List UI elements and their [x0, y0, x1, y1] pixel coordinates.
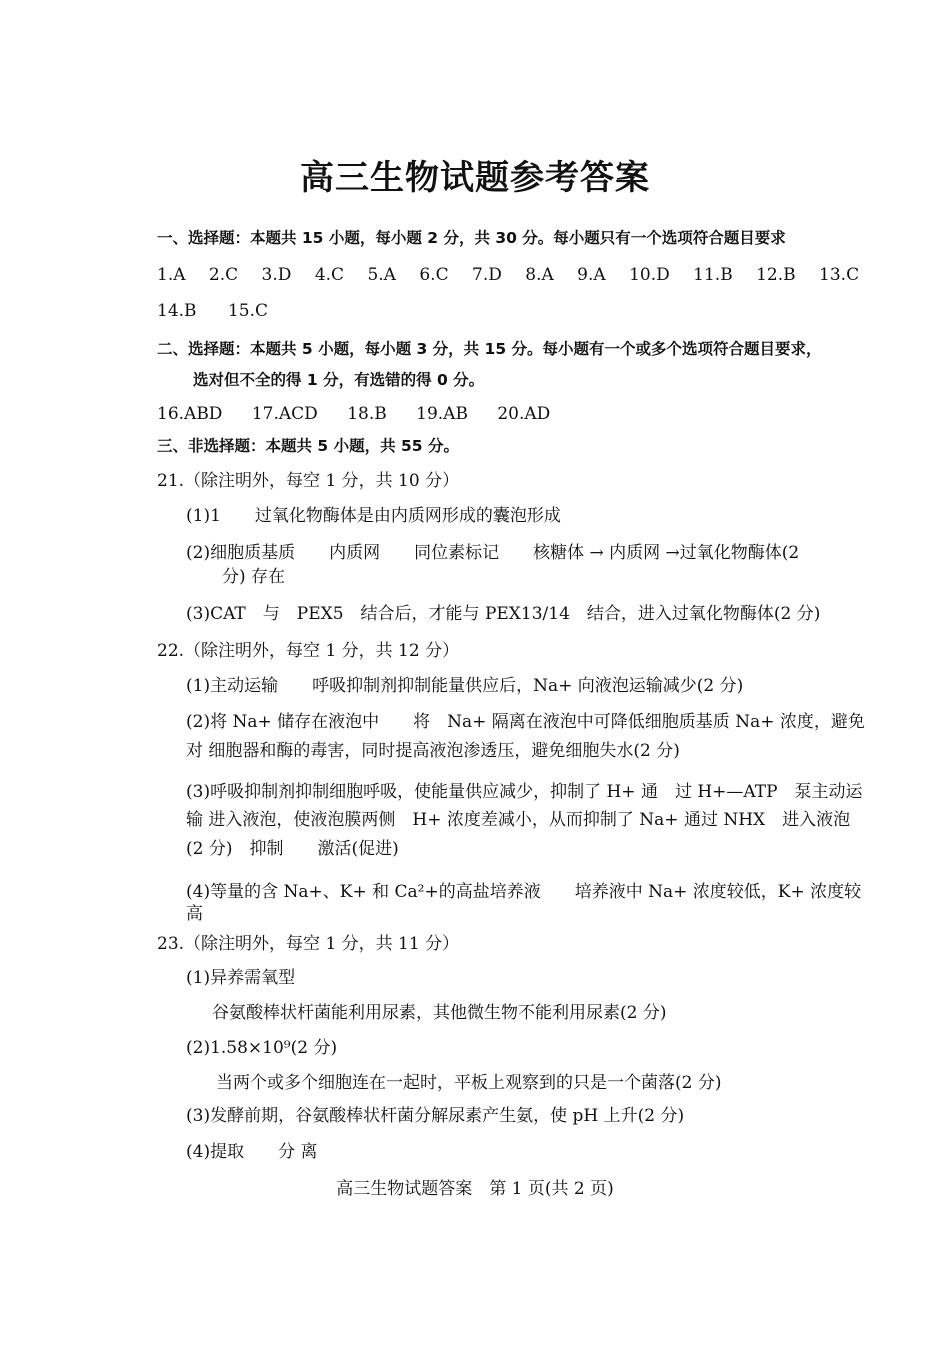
answer-item: 4.C: [314, 265, 345, 285]
q21-part-3: (3)CAT 与 PEX5 结合后，才能与 PEX13/14 结合，进入过氧化物酶体(2 分): [186, 604, 821, 624]
q22-part-4-line-2: 高: [186, 904, 203, 924]
answer-item: 13.C: [819, 265, 860, 285]
q23-heading: 23.（除注明外，每空 1 分，共 11 分）: [157, 934, 460, 954]
answer-item: 7.D: [472, 265, 502, 285]
answer-item: 19.AB: [416, 404, 468, 424]
answer-item: 1.A: [157, 265, 186, 285]
q21-heading: 21.（除注明外，每空 1 分，共 10 分）: [157, 471, 460, 491]
section-1-heading: 一、选择题：本题共 15 小题，每小题 2 分，共 30 分。每小题只有一个选项符合题目要求: [157, 229, 786, 247]
answer-item: 18.B: [347, 404, 387, 424]
section-3-heading: 三、非选择题：本题共 5 小题，共 55 分。: [157, 437, 459, 455]
q23-part-4: (4)提取 分 离: [186, 1142, 318, 1162]
q22-part-4-line-1: (4)等量的含 Na+、K+ 和 Ca²+的高盐培养液 培养液中 Na+ 浓度较低，K+ 浓度较: [186, 882, 862, 902]
answer-item: 15.C: [227, 301, 268, 321]
answer-item: 20.AD: [497, 404, 551, 424]
q23-part-3: (3)发酵前期，谷氨酸棒状杆菌分解尿素产生氨，使 pH 上升(2 分): [186, 1106, 685, 1126]
answer-item: 3.D: [261, 265, 292, 285]
q23-part-2-detail: 当两个或多个细胞连在一起时，平板上观察到的只是一个菌落(2 分): [216, 1073, 722, 1093]
q23-part-1-detail: 谷氨酸棒状杆菌能利用尿素，其他微生物不能利用尿素(2 分): [212, 1003, 667, 1023]
q21-part-2-line-1: (2)细胞质基质 内质网 同位素标记 核糖体 → 内质网 →过氧化物酶体(2: [186, 543, 800, 563]
q23-part-1: (1)异养需氧型: [186, 968, 296, 988]
q22-part-2-line-2: 对 细胞器和酶的毒害，同时提高液泡渗透压，避免细胞失水(2 分): [186, 741, 680, 761]
section-2-heading-line-2: 选对但不全的得 1 分，有选错的得 0 分。: [193, 371, 485, 389]
answer-item: 9.A: [577, 265, 606, 285]
page-title: 高三生物试题参考答案: [300, 158, 650, 198]
section-1-answers-row-1: [157, 264, 877, 286]
answer-item: 17.ACD: [251, 404, 318, 424]
answer-item: 8.A: [525, 265, 554, 285]
answer-item: 5.A: [367, 265, 396, 285]
answer-item: 12.B: [756, 265, 796, 285]
section-2-answers: [157, 403, 568, 425]
page-footer: 高三生物试题答案 第 1 页(共 2 页): [336, 1179, 614, 1199]
q22-part-1: (1)主动运输 呼吸抑制剂抑制能量供应后，Na+ 向液泡运输减少(2 分): [186, 676, 744, 696]
answer-item: 10.D: [629, 265, 670, 285]
q21-part-2-line-2: 分) 存在: [222, 567, 286, 587]
section-2-heading-line-1: 二、选择题：本题共 5 小题，每小题 3 分，共 15 分。每小题有一个或多个选项符合题目要求，: [157, 340, 822, 358]
q22-part-3-line-1: (3)呼吸抑制剂抑制细胞呼吸，使能量供应减少，抑制了 H+ 通 过 H+—ATP 泵主动运: [186, 782, 863, 802]
answer-item: 2.C: [208, 265, 239, 285]
q21-part-1: (1)1 过氧化物酶体是由内质网形成的囊泡形成: [186, 506, 561, 526]
q22-part-3-line-3: (2 分) 抑制 激活(促进): [186, 839, 399, 859]
q22-heading: 22.（除注明外，每空 1 分，共 12 分）: [157, 641, 460, 661]
q23-part-2: (2)1.58×10⁹(2 分): [186, 1038, 338, 1058]
answer-item: 11.B: [693, 265, 733, 285]
answer-item: 14.B: [157, 301, 197, 321]
answer-item: 6.C: [419, 265, 449, 285]
section-1-answers-row-2: [157, 300, 286, 322]
answer-item: 16.ABD: [157, 404, 223, 424]
q22-part-3-line-2: 输 进入液泡，使液泡膜两侧 H+ 浓度差减小，从而抑制了 Na+ 通过 NHX 进入液泡: [186, 810, 851, 830]
q22-part-2-line-1: (2)将 Na+ 储存在液泡中 将 Na+ 隔离在液泡中可降低细胞质基质 Na+ 浓度，避免: [186, 712, 865, 732]
